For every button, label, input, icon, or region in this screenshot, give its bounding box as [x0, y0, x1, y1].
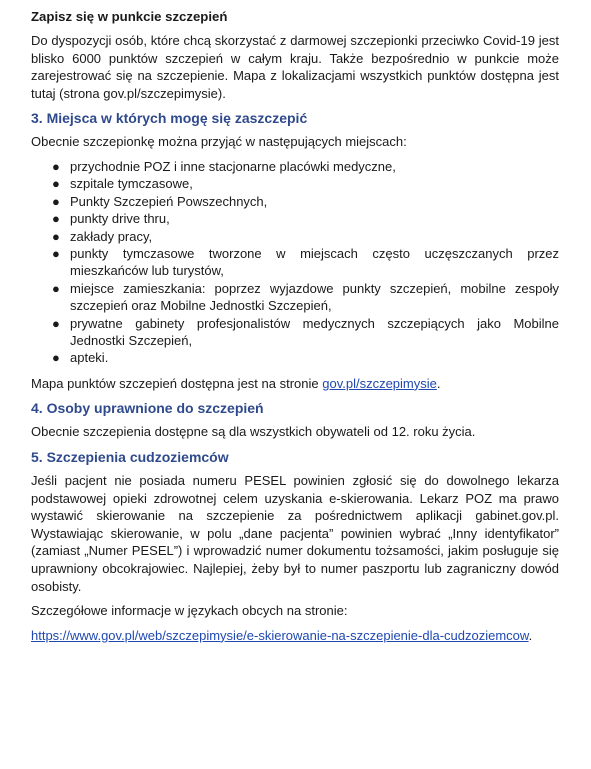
- map-paragraph: [31, 375, 559, 393]
- map-text: Mapa punktów szczepień dostępna jest na stronie: [31, 375, 323, 391]
- list-item: [52, 315, 559, 350]
- list-item-text: zakłady pracy,: [70, 228, 153, 244]
- map-link[interactable]: gov.pl/szczepimysie: [322, 375, 437, 391]
- list-item: [52, 210, 559, 227]
- list-item: [52, 280, 559, 315]
- list-item-text: apteki.: [70, 350, 109, 366]
- section-3-heading: 3. Miejsca w których mogę się zaszczepić: [31, 110, 308, 127]
- bullet-icon: ●: [52, 246, 60, 261]
- map-period: .: [436, 375, 441, 391]
- zapisz-paragraph: Do dyspozycji osób, które chcą skorzystać z darmowej szczepionki przeciwko Covid-19 jest blisko 6000 punktów szczepień w całym kraju. Także bezpośrednio w punkcie może zarejestrować się na szczepienie. Mapa z lokalizacjami wszystkich punktów dostępna jest tutaj (strona gov.pl/szczepimysie).: [31, 33, 559, 101]
- zapisz-heading: Zapisz się w punkcie szczepień: [31, 9, 228, 24]
- bullet-icon: ●: [52, 193, 60, 209]
- section-5-heading: 5. Szczepienia cudzoziemców: [31, 449, 229, 466]
- bullet-icon: ●: [52, 176, 60, 192]
- info-link-paragraph: [31, 627, 559, 645]
- section-4-paragraph: Obecnie szczepienia dostępne są dla wszystkich obywateli od 12. roku życia.: [31, 424, 476, 440]
- list-item-text: Punkty Szczepień Powszechnych,: [70, 193, 268, 209]
- list-item: [52, 193, 559, 210]
- bullet-icon: ●: [52, 228, 60, 244]
- list-item-text: punkty tymczasowe tworzone w miejscach często uczęszczanych przez mieszkańców lub turystów,: [70, 246, 559, 279]
- list-item-text: szpitale tymczasowe,: [70, 176, 193, 192]
- list-item: [52, 158, 559, 175]
- bullet-icon: ●: [52, 350, 60, 366]
- section-3-intro: Obecnie szczepionkę można przyjąć w następujących miejscach:: [31, 134, 407, 150]
- info-period: .: [528, 627, 533, 643]
- info-text: Szczegółowe informacje w językach obcych na stronie:: [31, 603, 348, 619]
- list-item-text: punkty drive thru,: [70, 211, 170, 227]
- vaccination-places-list: [31, 158, 559, 367]
- list-item-text: prywatne gabinety profesjonalistów medycznych szczepiących jako Mobilne Jednostki Szczepień,: [70, 315, 559, 349]
- bullet-icon: ●: [52, 315, 60, 331]
- document-page: [31, 8, 559, 651]
- section-4-heading: 4. Osoby uprawnione do szczepień: [31, 400, 264, 417]
- section-5-paragraph: Jeśli pacjent nie posiada numeru PESEL powinien zgłosić się do dowolnego lekarza podstawowej opieki zdrowotnej celem uzyskania e-skierowania. Lekarz POZ ma prawo wystawić skierowanie na szczepienie za pośrednictwem aplikacji gabinet.gov.pl. Wystawiając skierowanie, w polu „dane pacjenta” powinien wybrać „Inny identyfikator” (zamiast „Numer PESEL”) i wprowadzić numer dokumentu tożsamości, jakim posługuje się uprawniony obcokrajowiec. Najlepiej, żeby był to numer paszportu lub zagraniczny dowód osobisty.: [31, 473, 559, 594]
- foreigners-info-link[interactable]: https://www.gov.pl/web/szczepimysie/e-skierowanie-na-szczepienie-dla-cudzoziemcow: [31, 627, 529, 643]
- list-item: [52, 349, 559, 366]
- list-item-text: miejsce zamieszkania: poprzez wyjazdowe punkty szczepień, mobilne zespoły szczepień oraz Mobilne Jednostki Szczepień,: [70, 280, 559, 314]
- bullet-icon: ●: [52, 280, 60, 296]
- list-item: [52, 245, 559, 280]
- list-item: [52, 228, 559, 245]
- list-item: [52, 175, 559, 192]
- list-item-text: przychodnie POZ i inne stacjonarne placówki medyczne,: [70, 158, 396, 174]
- bullet-icon: ●: [52, 211, 60, 227]
- bullet-icon: ●: [52, 158, 60, 174]
